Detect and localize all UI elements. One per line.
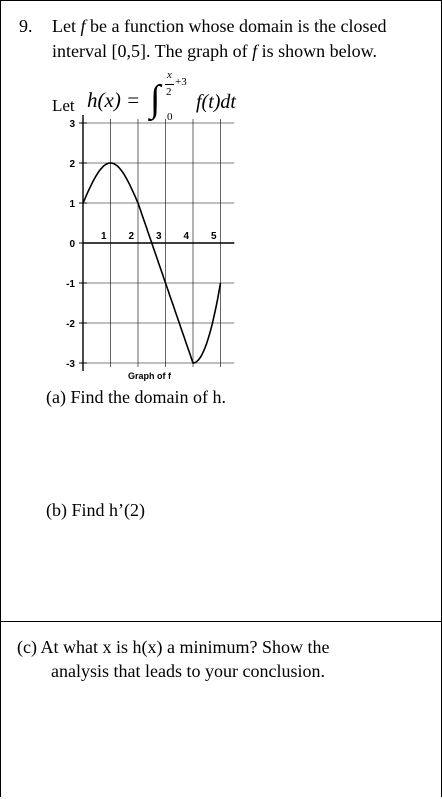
x-tick-label: 3 xyxy=(155,231,162,242)
fraction-bar xyxy=(165,84,174,85)
x-tick-labels xyxy=(101,231,217,242)
y-tick-label: -1 xyxy=(66,279,75,290)
question-b: (b) Find h’(2) xyxy=(46,500,145,520)
problem-line-1: Let f be a function whose domain is the closed xyxy=(52,16,387,36)
question-c-line-2: analysis that leads to your conclusion. xyxy=(51,661,325,681)
y-tick-labels xyxy=(66,119,87,370)
problem-line-2: interval [0,5]. The graph of f is shown below. xyxy=(52,41,377,61)
let-label: Let xyxy=(52,96,75,115)
y-tick-label: 3 xyxy=(69,119,75,130)
y-tick-label: 0 xyxy=(69,239,75,250)
x-tick-label: 5 xyxy=(210,231,217,242)
top-rule xyxy=(0,0,442,1)
y-tick-label: -3 xyxy=(66,359,75,370)
x-tick-label: 1 xyxy=(100,231,107,242)
curve-f xyxy=(83,163,221,363)
upper-limit-plus: +3 xyxy=(175,76,187,88)
question-c-line-1: (c) At what x is h(x) a minimum? Show the xyxy=(17,637,330,657)
graph-axes xyxy=(83,115,234,371)
h-definition: h(x) = xyxy=(87,88,141,112)
integral-sign: ∫ xyxy=(150,78,161,120)
y-tick-label: 2 xyxy=(69,159,75,170)
y-tick-label: 1 xyxy=(69,199,75,210)
upper-limit-denominator: 2 xyxy=(166,86,172,98)
question-a: (a) Find the domain of h. xyxy=(46,387,226,407)
integrand: f(t)dt xyxy=(196,91,236,113)
graph-of-f xyxy=(55,119,250,370)
graph-caption: Graph of f xyxy=(128,371,171,381)
problem-number: 9. xyxy=(19,16,33,36)
x-tick-label: 4 xyxy=(183,231,189,242)
y-tick-label: -2 xyxy=(66,319,75,330)
f-symbol: f xyxy=(80,16,86,36)
section-divider xyxy=(0,621,442,622)
upper-limit-numerator: x xyxy=(167,69,172,81)
x-tick-label: 2 xyxy=(128,231,134,242)
lower-limit: 0 xyxy=(167,111,173,123)
